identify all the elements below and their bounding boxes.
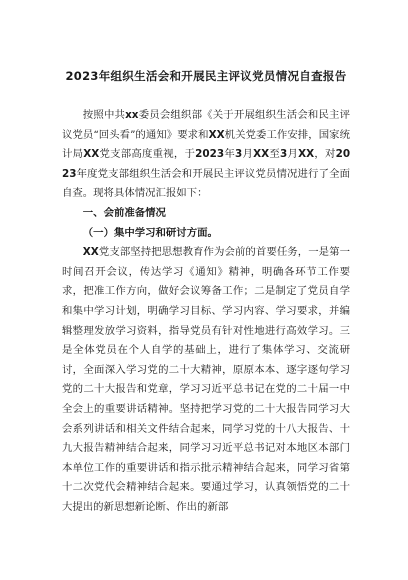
document-title: 2023年组织生活会和开展民主评议党员情况自查报告 — [65, 69, 347, 83]
intro-text: 党支部高度重视，于 — [99, 148, 196, 161]
body-bold-placeholder: XX — [82, 246, 99, 259]
intro-bold-year: 2023 — [62, 148, 351, 180]
intro-text: 年 — [224, 148, 235, 161]
intro-bold-placeholder: XX — [253, 148, 270, 161]
intro-bold-placeholder: XX — [208, 128, 225, 141]
intro-paragraph — [62, 106, 350, 204]
intro-bold-placeholder: XX — [83, 148, 100, 161]
intro-text: 至 — [269, 148, 280, 161]
intro-text: 委员会组织部《关于开展组织生活会和民主评议党员“回头看”的通知》要求和 — [62, 109, 351, 141]
body-paragraph — [62, 243, 350, 517]
intro-bold-year: 2023 — [195, 148, 225, 161]
subsection-heading: （一）集中学习和研讨方面。 — [82, 226, 218, 239]
intro-text: 按照中共 — [82, 109, 126, 121]
intro-text: 机关党委工作安排，国家统计局 — [62, 128, 350, 161]
body-text: 党支部坚持把思想教育作为会前的首要任务，一是第一时间召开会议，传达学习《通知》精神，明确各环节工作要求，把准工作方向，做好会议筹备工作；二是制定了党员自学和集中学习计划，明确学习目标、学习内容、学习要求，并编辑整理发放学习资料，指导党员有针对性地进行高效学习。三是全体党员在个人自学的基础上，进行了集体学习、交流研讨，全面深入学习党的二十大精神，原原本本、逐字逐句学习党的二十大报告和党章，学习习近平总书记在党的二十届一中全会上的重要讲话精神。坚持把学习党的二十大报告同学习大会系列讲话和相关文件结合起来，同学习党的十八大报告、十九大报告精神结合起来，同学习习近平总书记对本地区本部门本单位工作的重要讲话和指示批示精神结合起来，同学习省第十二次党代会精神结合起来。要通过学习，认真领悟党的二十大提出的新思想新论断、作出的新部 — [62, 246, 350, 513]
section-heading: 一、会前准备情况 — [82, 206, 166, 219]
intro-text: 月 — [242, 148, 254, 161]
intro-text: 年度党支部组织生活会和开展民主评议党员情况进行了全面自查。现将具体情况汇报如下： — [62, 167, 350, 200]
intro-bold-month: 3 — [279, 148, 288, 161]
intro-text: ，对 — [314, 148, 336, 161]
intro-bold-placeholder: XX — [298, 148, 315, 161]
intro-bold-month: 3 — [234, 148, 243, 161]
intro-text: 月 — [287, 148, 299, 161]
intro-bold-placeholder: xx — [125, 109, 139, 121]
